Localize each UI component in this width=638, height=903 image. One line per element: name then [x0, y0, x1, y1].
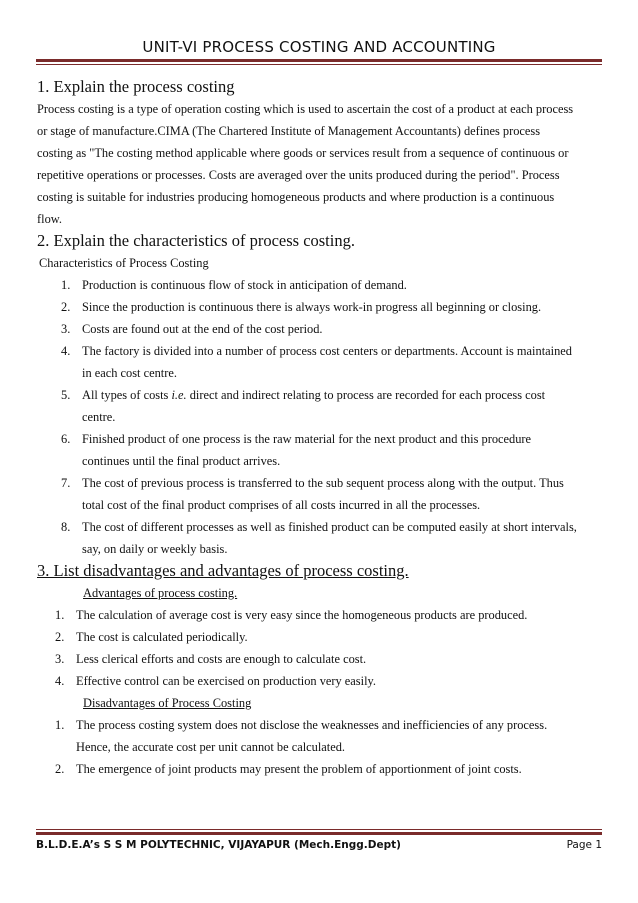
document-body	[37, 76, 603, 780]
list-item: 4. Effective control can be exercised on production very easily.	[55, 674, 377, 688]
advantages-label: Advantages of process costing.	[83, 586, 238, 600]
q1-line: repetitive operations or processes. Costs are averaged over the units produced during the period". Process	[37, 168, 560, 182]
list-item: 4. The factory is divided into a number of process cost centers or departments. Account is maintained in each cost centre.	[61, 344, 572, 380]
list-item: 1. Production is continuous flow of stock in anticipation of demand.	[61, 278, 407, 292]
disadvantages-list	[37, 714, 603, 780]
disadvantages-label: Disadvantages of Process Costing	[83, 696, 252, 710]
q3-heading: 3. List disadvantages and advantages of process costing.	[37, 561, 409, 580]
q1-line: Process costing is a type of operation costing which is used to ascertain the cost of a product at each process	[37, 102, 574, 116]
q1-paragraph	[37, 98, 603, 230]
advantages-list	[37, 604, 603, 692]
characteristics-list	[37, 274, 603, 560]
footer-institution: B.L.D.E.A’s S S M POLYTECHNIC, VIJAYAPUR (Mech.Engg.Dept)	[36, 839, 401, 851]
list-item: 1. The calculation of average cost is very easy since the homogeneous products are produced.	[55, 608, 528, 622]
list-item: 2. Since the production is continuous there is always work-in progress all beginning or closing.	[61, 300, 542, 314]
q1-line: costing is suitable for industries producing homogeneous products and where production is a continuous	[37, 190, 555, 204]
header-rule	[36, 59, 602, 62]
q2-heading: 2. Explain the characteristics of process costing.	[37, 231, 355, 250]
list-item: 7. The cost of previous process is transferred to the sub sequent process along with the output. Thus total cost of the final product comprises of all costs incurred in all the processes.	[61, 476, 564, 512]
footer-rule-thin	[36, 829, 602, 830]
list-item: 6. Finished product of one process is the raw material for the next product and this procedure continues until the final product arrives.	[61, 432, 532, 468]
q1-line: flow.	[37, 212, 63, 226]
header-rule-thin	[36, 64, 602, 65]
list-item: 2. The cost is calculated periodically.	[55, 630, 248, 644]
page-number: Page 1	[566, 839, 602, 851]
list-item: 1. The process costing system does not disclose the weaknesses and inefficiencies of any process. Hence, the accurate cost per unit cannot be calculated.	[55, 718, 548, 754]
page-footer	[36, 839, 602, 851]
q1-line: costing as "The costing method applicable where goods or services result from a sequence of continuous or	[37, 146, 569, 160]
footer-rule	[36, 832, 602, 835]
q1-line: or stage of manufacture.CIMA (The Chartered Institute of Management Accountants) defines process	[37, 124, 541, 138]
list-item: 5. All types of costs i.e. direct and indirect relating to process are recorded for each process cost centre.	[61, 388, 546, 424]
list-item: 3. Costs are found out at the end of the cost period.	[61, 322, 323, 336]
list-item: 8. The cost of different processes as well as finished product can be computed easily at short intervals, say, on daily or weekly basis.	[61, 520, 577, 556]
q2-sublabel: Characteristics of Process Costing	[39, 256, 209, 270]
list-item: 3. Less clerical efforts and costs are enough to calculate cost.	[55, 652, 367, 666]
list-item: 2. The emergence of joint products may present the problem of apportionment of joint costs.	[55, 762, 522, 776]
page-title: UNIT-VI PROCESS COSTING AND ACCOUNTING	[142, 38, 496, 56]
q1-heading: 1. Explain the process costing	[37, 77, 235, 96]
